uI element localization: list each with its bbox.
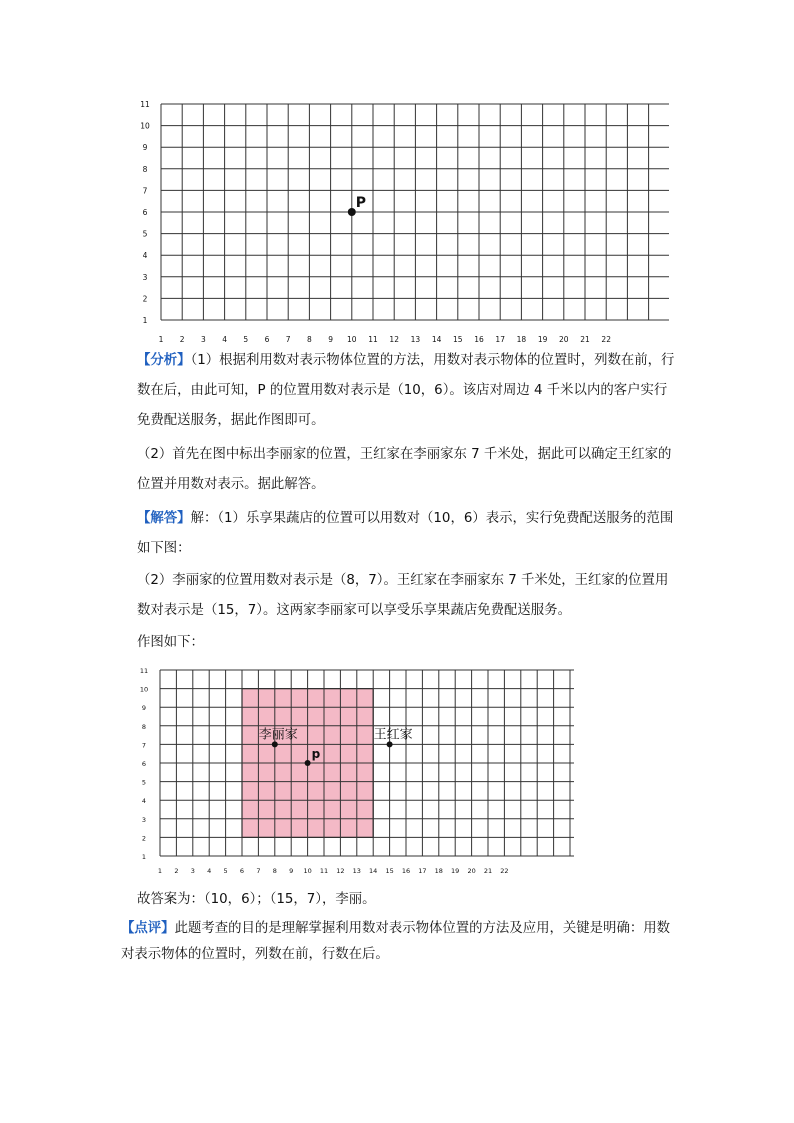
analysis-paragraph-1 xyxy=(137,346,677,436)
y-axis-tick-label: 6 xyxy=(142,208,148,217)
x-axis-tick-label: 9 xyxy=(328,335,333,344)
answer-text-1: 解：（1）乐享果蔬店的位置可以用数对（10，6）表示，实行免费配送服务的范围如下图： xyxy=(137,511,674,556)
x-axis-tick-label: 18 xyxy=(434,867,443,875)
x-axis-tick-label: 14 xyxy=(431,335,442,344)
y-axis-tick-label: 4 xyxy=(141,797,147,806)
x-axis-tick-label: 10 xyxy=(303,867,312,875)
y-axis-tick-label: 9 xyxy=(142,143,148,153)
y-axis-tick-label: 7 xyxy=(141,741,147,750)
answer-paragraph-3 xyxy=(137,628,677,658)
y-axis-tick-label: 1 xyxy=(142,316,148,325)
y-axis-tick-label: 10 xyxy=(139,685,149,694)
y-axis-tick-label: 1 xyxy=(141,853,147,861)
x-axis-tick-label: 20 xyxy=(559,335,569,344)
x-axis-tick-label: 20 xyxy=(467,867,476,875)
comment-text: 此题考查的目的是理解掌握利用数对表示物体位置的方法及应用，关键是明确：用数对表示物体的位置时，列数在前，行数在后。 xyxy=(121,921,671,962)
y-axis-tick-label: 2 xyxy=(141,834,147,843)
y-axis-tick-label: 10 xyxy=(140,121,150,131)
x-axis-tick-label: 5 xyxy=(243,335,249,344)
coordinate-grid-figure-2 xyxy=(137,660,577,880)
answer-text-3: 作图如下： xyxy=(137,635,204,650)
x-axis-tick-label: 22 xyxy=(601,335,611,344)
x-axis-tick-label: 17 xyxy=(418,867,427,875)
x-axis-tick-label: 12 xyxy=(336,867,345,875)
x-axis-tick-label: 1 xyxy=(158,335,164,344)
location-point-marker xyxy=(305,760,311,766)
x-axis-tick-label: 16 xyxy=(401,867,411,875)
y-axis-tick-label: 2 xyxy=(142,294,148,304)
comment-paragraph xyxy=(121,916,681,968)
x-axis-tick-label: 21 xyxy=(580,335,590,344)
answer-paragraph-2 xyxy=(137,566,677,626)
x-axis-tick-label: 10 xyxy=(347,335,357,344)
y-axis-tick-label: 5 xyxy=(142,229,148,239)
location-point-label: p xyxy=(311,747,321,761)
y-axis-tick-label: 5 xyxy=(141,778,147,787)
y-axis-tick-label: 3 xyxy=(141,815,147,824)
answer-tag: 【解答】 xyxy=(137,511,191,526)
location-point-label: 王红家 xyxy=(373,727,413,743)
y-axis-tick-label: 7 xyxy=(142,186,148,196)
x-axis-tick-label: 15 xyxy=(385,867,394,875)
analysis-tag: 【分析】 xyxy=(137,353,191,368)
x-axis-tick-label: 4 xyxy=(207,867,212,875)
comment-tag: 【点评】 xyxy=(121,921,175,936)
x-axis-tick-label: 11 xyxy=(368,335,378,344)
y-axis-tick-label: 4 xyxy=(142,251,148,261)
conclusion-text: 故答案为：（10，6）；（15，7），李丽。 xyxy=(137,892,376,907)
location-point-label: 李丽家 xyxy=(258,727,298,743)
x-axis-tick-label: 22 xyxy=(500,867,509,875)
x-axis-tick-label: 18 xyxy=(516,335,527,344)
y-axis-tick-label: 9 xyxy=(141,704,147,713)
y-axis-tick-label: 8 xyxy=(141,722,147,731)
x-axis-tick-label: 15 xyxy=(453,335,463,344)
x-axis-tick-label: 12 xyxy=(389,335,399,344)
x-axis-tick-label: 7 xyxy=(256,867,261,875)
y-axis-tick-label: 6 xyxy=(141,760,147,768)
grid-svg xyxy=(137,660,577,880)
x-axis-tick-label: 14 xyxy=(369,867,378,875)
x-axis-tick-label: 3 xyxy=(201,335,206,344)
x-axis-tick-label: 1 xyxy=(157,867,163,875)
x-axis-tick-label: 13 xyxy=(352,867,361,875)
x-axis-tick-label: 19 xyxy=(537,335,548,344)
x-axis-tick-label: 19 xyxy=(451,867,460,875)
x-axis-tick-label: 21 xyxy=(483,867,493,875)
x-axis-tick-label: 8 xyxy=(307,335,312,344)
x-axis-tick-label: 7 xyxy=(285,335,291,344)
y-axis-tick-label: 3 xyxy=(142,272,148,282)
x-axis-tick-label: 6 xyxy=(264,335,270,344)
x-axis-tick-label: 17 xyxy=(495,335,505,344)
analysis-text-2: （2）首先在图中标出李丽家的位置，王红家在李丽家东 7 千米处，据此可以确定王红家的位置并用数对表示。据此解答。 xyxy=(137,447,672,492)
analysis-text-1: （1）根据利用数对表示物体位置的方法，用数对表示物体的位置时，列数在前，行数在后，由此可知，P 的位置用数对表示是（10，6）。该店对周边 4 千米以内的客户实行免费配送服务，据此作图即可。 xyxy=(137,353,675,428)
x-axis-tick-label: 8 xyxy=(272,867,277,875)
x-axis-tick-label: 16 xyxy=(474,335,484,344)
x-axis-tick-label: 2 xyxy=(179,335,185,344)
coordinate-grid-figure-1 xyxy=(137,92,677,347)
x-axis-tick-label: 13 xyxy=(410,335,421,344)
grid-svg xyxy=(137,92,677,347)
x-axis-tick-label: 4 xyxy=(222,335,227,344)
x-axis-tick-label: 11 xyxy=(319,867,329,875)
x-axis-tick-label: 9 xyxy=(289,867,294,875)
x-axis-tick-label: 3 xyxy=(190,867,195,875)
conclusion-paragraph xyxy=(137,885,677,915)
y-axis-tick-label: 11 xyxy=(140,100,150,109)
x-axis-tick-label: 2 xyxy=(174,867,179,875)
location-point-marker xyxy=(348,208,356,216)
y-axis-tick-label: 8 xyxy=(142,164,148,174)
analysis-paragraph-2 xyxy=(137,440,677,500)
answer-text-2: （2）李丽家的位置用数对表示是（8，7）。王红家在李丽家东 7 千米处，王红家的位置用数对表示是（15，7）。这两家李丽家可以享受乐享果蔬店免费配送服务。 xyxy=(137,573,669,618)
y-axis-tick-label: 11 xyxy=(139,667,149,675)
location-point-label: P xyxy=(355,195,367,211)
x-axis-tick-label: 6 xyxy=(239,867,245,875)
x-axis-tick-label: 5 xyxy=(223,867,228,875)
answer-paragraph-1 xyxy=(137,504,677,564)
